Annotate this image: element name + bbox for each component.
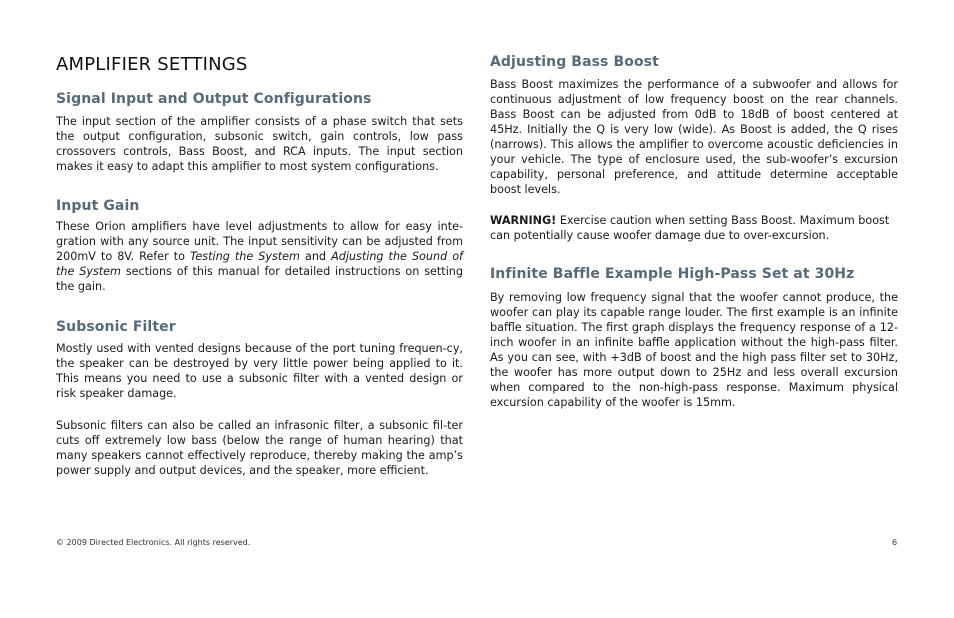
subsonic-filter-body-1: Mostly used with vented designs because of the port tuning frequen-cy, the speaker can be destroyed by very little power being applied to it. This means you need to use a subsonic filter with a vented design or risk speaker damage.	[56, 342, 463, 400]
input-gain-and: and	[299, 250, 332, 263]
ref-adjusting-the-sound: Adjusting the Sound of the System	[56, 250, 463, 278]
bass-boost-warning	[490, 213, 898, 243]
page-number: 6	[892, 538, 898, 547]
infinite-baffle-body: By removing low frequency signal that the woofer cannot produce, the woofer can play its capable range louder. The first example is an infinite baffle situation. The first graph displays the frequency response of a 12-inch woofer in an infinite baffle application without the high-pass filter. As you can see, with +3dB of boost and the high pass filter set to 30Hz, the woofer has more output down to 25Hz and less overall excursion when compared to the non-high-pass response. Maximum physical excursion capability of the woofer is 15mm.	[490, 291, 898, 409]
infinite-baffle-heading: Infinite Baffle Example High-Pass Set at 30Hz	[490, 266, 855, 282]
input-gain-heading: Input Gain	[56, 198, 140, 214]
input-gain-body	[56, 219, 463, 294]
warning-label: WARNING!	[490, 214, 557, 227]
page-title: AMPLIFIER SETTINGS	[56, 54, 248, 75]
ref-testing-the-system: Testing the System	[189, 250, 300, 263]
input-gain-text-b: sections of this manual for detailed instructions on setting the gain.	[56, 265, 463, 293]
bass-boost-body: Bass Boost maximizes the performance of a subwoofer and allows for continuous adjustment of low frequency boost on the rear channels. Bass Boost can be adjusted from 0dB to 18dB of boost centered at 45Hz. Initially the Q is very low (wide). As Boost is added, the Q rises (narrows). This allows the amplifier to overcome acoustic deficiencies in your vehicle. The type of enclosure used, the sub-woofer’s excursion capability, personal preference, and attitude determine acceptable boost levels.	[490, 78, 898, 196]
input-gain-text-a: These Orion amplifiers have level adjustments to allow for easy inte-gration with any source unit. The input sensitivity can be adjusted from 200mV to 8V. Refer to	[56, 220, 463, 263]
subsonic-filter-heading: Subsonic Filter	[56, 319, 176, 335]
bass-boost-heading: Adjusting Bass Boost	[490, 54, 659, 70]
signal-config-body: The input section of the amplifier consists of a phase switch that sets the output configuration, subsonic switch, gain controls, low pass crossovers controls, Bass Boost, and RCA inputs. The input section makes it easy to adapt this amplifier to most system configurations.	[56, 115, 463, 173]
subsonic-filter-body-2: Subsonic filters can also be called an infrasonic filter, a subsonic fil-ter cuts off extremely low bass (below the range of human hearing) that many speakers cannot effectively reproduce, thereby making the amp’s power supply and output devices, and the speaker, more efficient.	[56, 419, 463, 477]
signal-config-heading: Signal Input and Output Configurations	[56, 91, 372, 107]
copyright-footer: © 2009 Directed Electronics. All rights reserved.	[56, 538, 251, 547]
warning-text: Exercise caution when setting Bass Boost. Maximum boost can potentially cause woofer damage due to over-excursion.	[490, 214, 890, 242]
